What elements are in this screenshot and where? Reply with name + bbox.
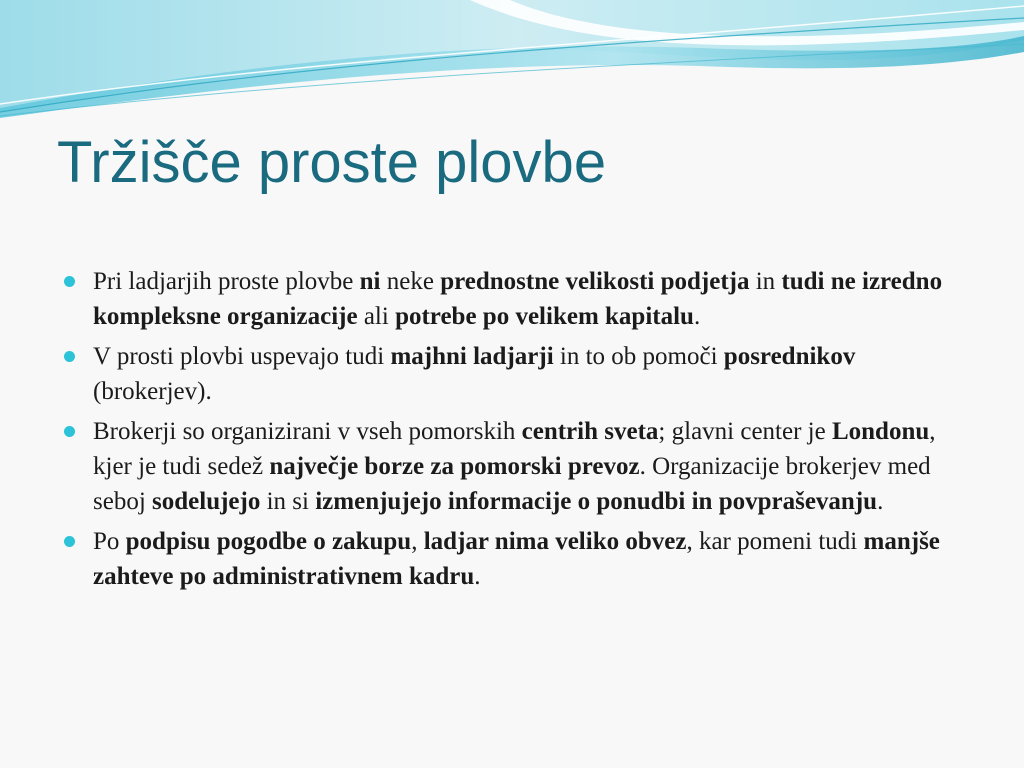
text-segment: (brokerjev). — [93, 378, 212, 405]
bullet-list — [60, 264, 965, 599]
bold-text-segment: ladjar nima veliko obvez — [423, 528, 687, 555]
text-segment: . — [474, 563, 481, 590]
text-segment: ali — [357, 303, 396, 330]
bullet-dot-icon — [64, 426, 75, 437]
text-segment: V prosti plovbi uspevajo tudi — [93, 343, 391, 370]
text-segment: in si — [260, 488, 316, 515]
bullet-text — [93, 418, 936, 515]
text-segment: , kar pomeni tudi — [686, 528, 864, 555]
header-wave-decoration — [0, 0, 1024, 125]
text-segment: , kjer je tudi sedež — [93, 418, 936, 480]
bold-text-segment: potrebe po velikem kapitalu — [395, 303, 694, 330]
text-segment: in to ob pomoči — [553, 343, 724, 370]
text-segment: . — [877, 488, 884, 515]
bullet-dot-icon — [64, 536, 75, 547]
text-segment: . — [693, 303, 701, 330]
bullet-item — [60, 339, 965, 409]
bold-text-segment: centrih sveta — [521, 418, 659, 445]
bold-text-segment: izmenjujejo informacije o ponudbi in povpraševanju — [315, 488, 878, 515]
bold-text-segment: majhni ladjarji — [390, 343, 554, 370]
bold-text-segment: tudi ne izredno kompleksne organizacije — [93, 268, 943, 330]
page-title: Tržišče proste plovbe — [57, 130, 607, 195]
text-segment: , — [411, 528, 424, 555]
bold-text-segment: posrednikov — [723, 343, 856, 370]
text-segment: Po — [93, 528, 126, 555]
bold-text-segment: Londonu — [831, 418, 930, 445]
bold-text-segment: ni — [359, 268, 381, 295]
text-segment: . Organizacije brokerjev med seboj — [93, 453, 931, 515]
bullet-item — [60, 524, 965, 594]
text-segment: neke — [380, 268, 441, 295]
bold-text-segment: podpisu pogodbe o zakupu — [125, 528, 412, 555]
bullet-item — [60, 414, 965, 519]
bullet-dot-icon — [64, 276, 75, 287]
bold-text-segment: manjše zahteve po administrativnem kadru — [93, 528, 940, 590]
text-segment: in — [749, 268, 782, 295]
text-segment: Pri ladjarjih proste plovbe — [93, 268, 360, 295]
bold-text-segment: največje borze za pomorski prevoz — [269, 453, 640, 480]
bold-text-segment: prednostne velikosti podjetja — [440, 268, 750, 295]
bullet-text — [93, 528, 940, 590]
bold-text-segment: sodelujejo — [152, 488, 261, 515]
bullet-dot-icon — [64, 351, 75, 362]
bullet-text — [93, 268, 942, 330]
text-segment: Brokerji so organizirani v vseh pomorskih — [93, 418, 522, 445]
bullet-item — [60, 264, 965, 334]
text-segment: ; glavni center je — [658, 418, 832, 445]
bullet-text — [93, 343, 855, 405]
